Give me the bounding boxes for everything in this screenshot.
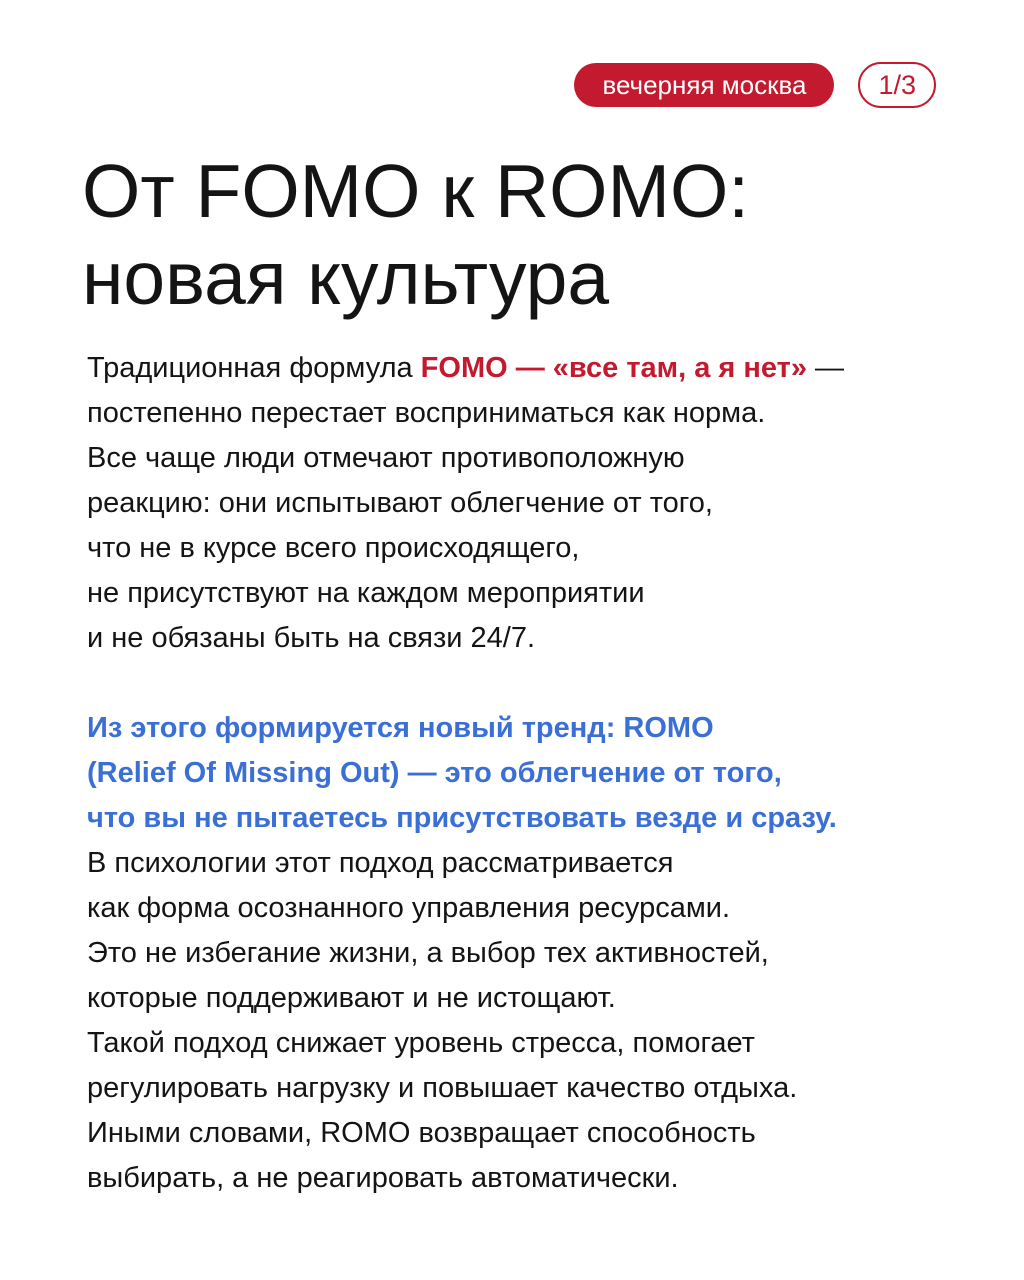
title-line-2: новая культура — [82, 236, 610, 320]
page-title — [82, 148, 749, 322]
text-segment: — — [806, 352, 845, 384]
paragraph-line: реакцию: они испытывают облегчение от того, — [87, 487, 713, 519]
paragraph-line: В психологии этот подход рассматривается — [87, 847, 674, 879]
romo-highlight-line: что вы не пытаетесь присутствовать везде и сразу. — [87, 802, 837, 834]
brand-badge: вечерняя москва — [574, 63, 834, 107]
paragraph-line: которые поддерживают и не истощают. — [87, 982, 616, 1014]
page-counter: 1/3 — [858, 62, 936, 108]
paragraph-line — [87, 346, 977, 391]
title-line-1: От FOMO к ROMO: — [82, 149, 750, 233]
paragraph-line: Иными словами, ROMO возвращает способность — [87, 1117, 756, 1149]
paragraph-line: Это не избегание жизни, а выбор тех активностей, — [87, 937, 769, 969]
paragraph-line: Все чаще люди отмечают противоположную — [87, 442, 685, 474]
paragraph-romo — [87, 706, 977, 1201]
paragraph-line: Такой подход снижает уровень стресса, помогает — [87, 1027, 755, 1059]
paragraph-line: постепенно перестает восприниматься как норма. — [87, 397, 766, 429]
paragraph-line: как форма осознанного управления ресурсами. — [87, 892, 731, 924]
romo-highlight-line: (Relief Of Missing Out) — это облегчение от того, — [87, 757, 782, 789]
paragraph-line: и не обязаны быть на связи 24/7. — [87, 622, 536, 654]
paragraph-fomo — [87, 346, 977, 661]
paragraph-line: выбирать, а не реагировать автоматически. — [87, 1162, 679, 1194]
paragraph-line: не присутствуют на каждом мероприятии — [87, 577, 645, 609]
top-bar — [574, 62, 936, 108]
romo-highlight-line: Из этого формируется новый тренд: ROMO — [87, 712, 714, 744]
paragraph-line: что не в курсе всего происходящего, — [87, 532, 580, 564]
fomo-highlight: FOMO — «все там, а я нет» — [420, 352, 807, 384]
paragraph-line: регулировать нагрузку и повышает качество отдыха. — [87, 1072, 798, 1104]
text-segment: Традиционная формула — [87, 352, 421, 384]
